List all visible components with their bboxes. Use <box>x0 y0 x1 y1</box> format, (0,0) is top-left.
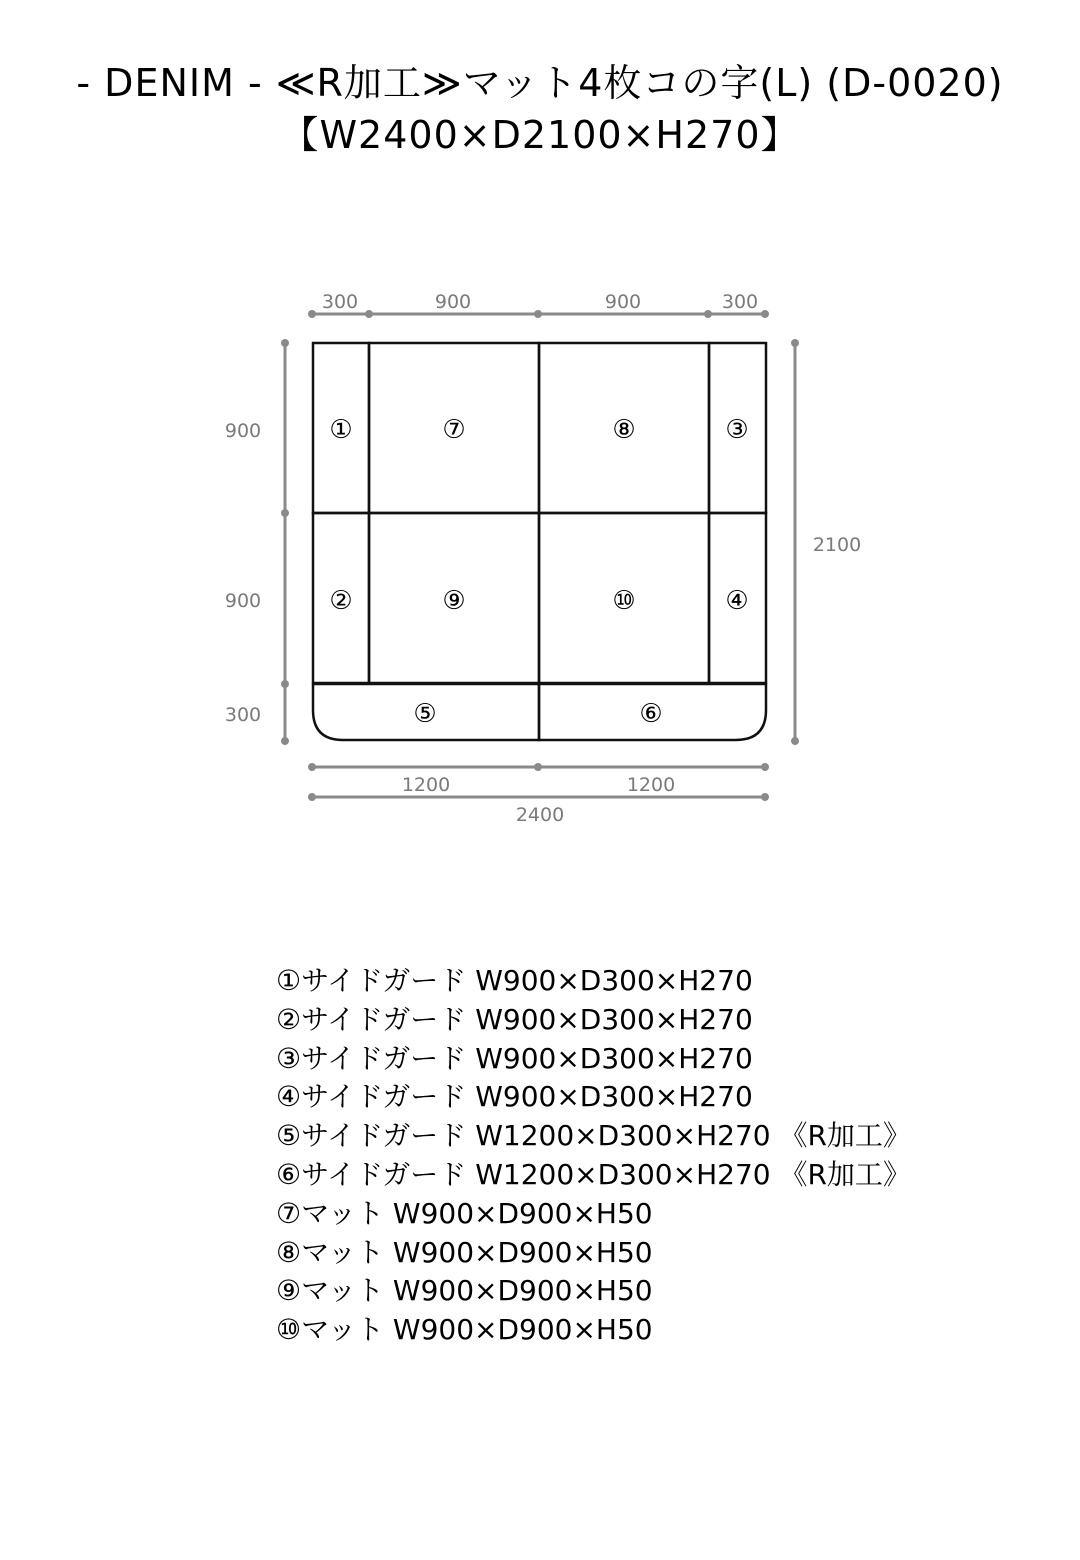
bottom-dimension <box>308 763 769 826</box>
top-dim-label: 900 <box>434 291 472 313</box>
piece-number: ⑧ <box>612 415 636 445</box>
piece-number: ⑩ <box>612 586 636 616</box>
spec-item: ③サイドガード W900×D300×H270 <box>276 1041 753 1075</box>
spec-item: ⑦マット W900×D900×H50 <box>276 1196 653 1230</box>
piece-number: ⑨ <box>442 586 466 616</box>
spec-item: ②サイドガード W900×D300×H270 <box>276 1002 753 1036</box>
top-dim-label: 900 <box>604 291 642 313</box>
left-dim-label: 900 <box>224 590 262 612</box>
piece-number: ⑦ <box>442 415 466 445</box>
piece-number: ④ <box>725 586 749 616</box>
piece-number: ③ <box>725 415 749 445</box>
piece-number: ① <box>329 415 353 445</box>
page-title: - DENIM - ≪R加工≫マット4枚コの字(L) (D-0020) <box>76 61 1004 105</box>
bottom-total-label: 2400 <box>515 804 565 826</box>
page-subtitle-size: 【W2400×D2100×H270】 <box>280 113 800 157</box>
spec-item: ①サイドガード W900×D300×H270 <box>276 964 753 997</box>
top-dim-label: 300 <box>321 291 359 313</box>
spec-item: ⑤サイドガード W1200×D300×H270 《R加工》 <box>276 1119 911 1153</box>
bottom-dim-label: 1200 <box>626 774 676 796</box>
top-dimension <box>308 291 769 318</box>
right-dim-label: 2100 <box>812 534 862 556</box>
right-dimension <box>791 339 861 745</box>
spec-item: ④サイドガード W900×D300×H270 <box>276 1080 753 1114</box>
top-dim-label: 300 <box>721 291 759 313</box>
spec-item: ⑧マット W900×D900×H50 <box>276 1235 653 1269</box>
piece-number: ⑥ <box>639 699 663 729</box>
spec-item: ⑨マット W900×D900×H50 <box>276 1274 653 1308</box>
left-dimension <box>225 339 289 745</box>
layout-cells <box>313 343 766 740</box>
piece-number: ⑤ <box>413 699 437 729</box>
bottom-dim-label: 1200 <box>401 774 451 796</box>
left-dim-label: 300 <box>224 704 262 726</box>
spec-item: ⑩マット W900×D900×H50 <box>276 1313 653 1347</box>
spec-item: ⑥サイドガード W1200×D300×H270 《R加工》 <box>276 1157 911 1191</box>
spec-list <box>276 962 911 1350</box>
piece-number: ② <box>329 586 353 616</box>
left-dim-label: 900 <box>224 420 262 442</box>
